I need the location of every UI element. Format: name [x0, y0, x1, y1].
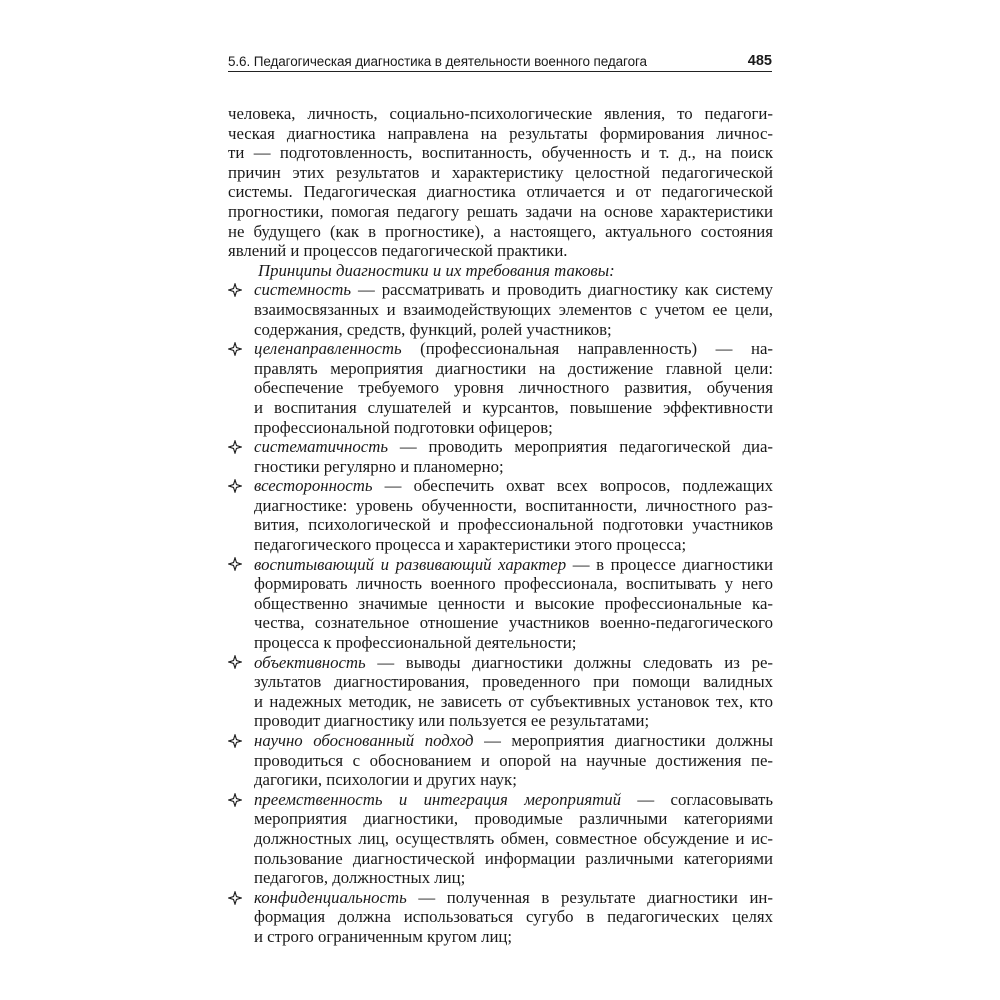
principle-first-line: [254, 280, 773, 300]
principle-line: мероприятия диагностики, проводимые различными категориями: [254, 809, 773, 829]
principle-item: [228, 339, 773, 437]
principle-item: [228, 280, 773, 339]
principle-term: воспитывающий и развивающий характер: [254, 554, 567, 574]
principle-definition-start: — согласовывать: [621, 789, 773, 809]
star-bullet-icon: [228, 437, 246, 457]
star-bullet-icon: [228, 280, 246, 300]
paragraph-line: системы. Педагогическая диагностика отличается и от педагогической: [228, 182, 773, 202]
star-bullet-icon: [228, 790, 246, 810]
principle-line: вития, психологической и профессиональной подготовки участников: [254, 515, 773, 535]
principle-term: систематичность: [254, 437, 388, 457]
paragraph-line: не будущего (как в прогностике), а настоящего, актуального состояния: [228, 221, 773, 241]
star-bullet-icon: [228, 888, 246, 908]
principle-line: обеспечение требуемого уровня личностного развития, обучения: [254, 378, 773, 398]
principle-first-line: [254, 790, 773, 810]
star-bullet-icon: [228, 653, 246, 673]
principle-line: проводиться с обоснованием и опорой на научные достижения пе-: [254, 750, 773, 770]
principle-line: педагогов, должностных лиц;: [254, 868, 466, 888]
principle-definition-start: — мероприятия диагностики должны: [473, 731, 774, 750]
principle-line: правлять мероприятия диагностики на достижение главной цели:: [254, 358, 773, 378]
principle-definition-start: — выводы диагностики должны следовать из ре-: [365, 652, 773, 672]
running-title: 5.6. Педагогическая диагностика в деятельности военного педагога: [228, 54, 647, 69]
principle-item: [228, 476, 773, 554]
principles-intro: [228, 261, 773, 281]
body-text: [228, 104, 773, 947]
principle-term: целенаправленность: [254, 339, 402, 359]
principle-line: должностных лиц, осуществлять обмен, совместное обсуждение и ис-: [254, 828, 773, 848]
paragraph-line: явлений и процессов педагогической практики.: [228, 241, 568, 261]
principle-term: объективность: [254, 652, 366, 672]
principle-term: системность: [254, 280, 352, 300]
principle-item: [228, 437, 773, 476]
principle-term: преемственность и интеграция мероприятий: [254, 789, 622, 809]
principle-definition-start: — рассматривать и проводить диагностику как систему: [351, 280, 773, 300]
paragraph-line: человека, личность, социально-психологические явления, то педагоги-: [228, 104, 773, 123]
paragraph-line: причин этих результатов и характеристику целостной педагогической: [228, 162, 773, 182]
star-bullet-icon: [228, 555, 246, 575]
principle-definition-start: — проводить мероприятия педагогической диа-: [387, 437, 773, 457]
principle-first-line: [254, 437, 773, 457]
principle-definition-start: (профессиональная направленность) — на-: [401, 339, 773, 359]
principle-line: формация должна использоваться сугубо в педагогических целях: [254, 907, 773, 927]
principle-line: педагогического процесса и характеристики этого процесса;: [254, 535, 687, 555]
paragraph-line: ческая диагностика направлена на результаты формирования личнос-: [228, 123, 773, 143]
star-bullet-icon: [228, 731, 246, 751]
principle-line: профессиональной подготовки офицеров;: [254, 417, 553, 437]
principle-term: научно обоснованный подход: [254, 731, 474, 750]
principle-term: всесторонность: [254, 476, 373, 496]
principle-definition-start: — обеспечить охват всех вопросов, подлежащих: [372, 476, 773, 496]
page-number: 485: [747, 53, 772, 69]
principle-item: [228, 731, 773, 790]
principle-first-line: [254, 653, 773, 673]
principle-term: конфиденциальность: [254, 887, 407, 907]
paragraph-line: прогностики, помогая педагогу решать задачи на основе характеристики: [228, 201, 773, 221]
principle-first-line: [254, 339, 773, 359]
principle-line: гностики регулярно и планомерно;: [254, 456, 504, 476]
principle-first-line: [254, 731, 773, 751]
principle-line: содержания, средств, функций, ролей участников;: [254, 319, 612, 339]
paragraph-line: ти — подготовленность, воспитанность, обученность и т. д., на поиск: [228, 143, 773, 163]
principle-item: [228, 790, 773, 888]
principle-line: чества, сознательное отношение участников военно-педагогического: [254, 613, 773, 633]
principle-item: [228, 653, 773, 731]
principle-line: общественно значимые ценности и высокие профессиональные ка-: [254, 593, 773, 613]
principle-definition-start: — полученная в результате диагностики ин-: [406, 887, 773, 907]
principle-line: и воспитания слушателей и курсантов, повышение эффективности: [254, 397, 773, 417]
running-head: [228, 50, 772, 72]
principle-item: [228, 555, 773, 653]
principle-item: [228, 888, 773, 947]
principle-first-line: [254, 555, 773, 575]
principle-line: формировать личность военного профессионала, воспитывать у него: [254, 574, 773, 594]
principle-line: пользование диагностической информации различными категориями: [254, 848, 773, 868]
principle-line: и надежных методик, не зависеть от субъективных установок тех, кто: [254, 691, 773, 711]
principle-line: взаимосвязанных и взаимодействующих элементов с учетом ее цели,: [254, 299, 773, 319]
principles-intro-text: Принципы диагностики и их требования таковы:: [258, 260, 615, 280]
principles-list: [228, 280, 773, 946]
principle-line: диагностике: уровень обученности, воспитанности, личностного раз-: [254, 495, 773, 515]
principle-line: процесса к профессиональной деятельности;: [254, 633, 577, 653]
principle-definition-start: — в процессе диагностики: [566, 554, 773, 574]
star-bullet-icon: [228, 339, 246, 359]
intro-paragraph: [228, 104, 773, 261]
principle-line: и строго ограниченным кругом лиц;: [254, 926, 513, 946]
principle-line: зультатов диагностирования, проведенного при помощи валидных: [254, 672, 773, 692]
principle-first-line: [254, 888, 773, 908]
principle-line: дагогики, психологии и других наук;: [254, 770, 517, 790]
principle-first-line: [254, 476, 773, 496]
star-bullet-icon: [228, 476, 246, 496]
principle-line: проводит диагностику или пользуется ее результатами;: [254, 711, 650, 731]
